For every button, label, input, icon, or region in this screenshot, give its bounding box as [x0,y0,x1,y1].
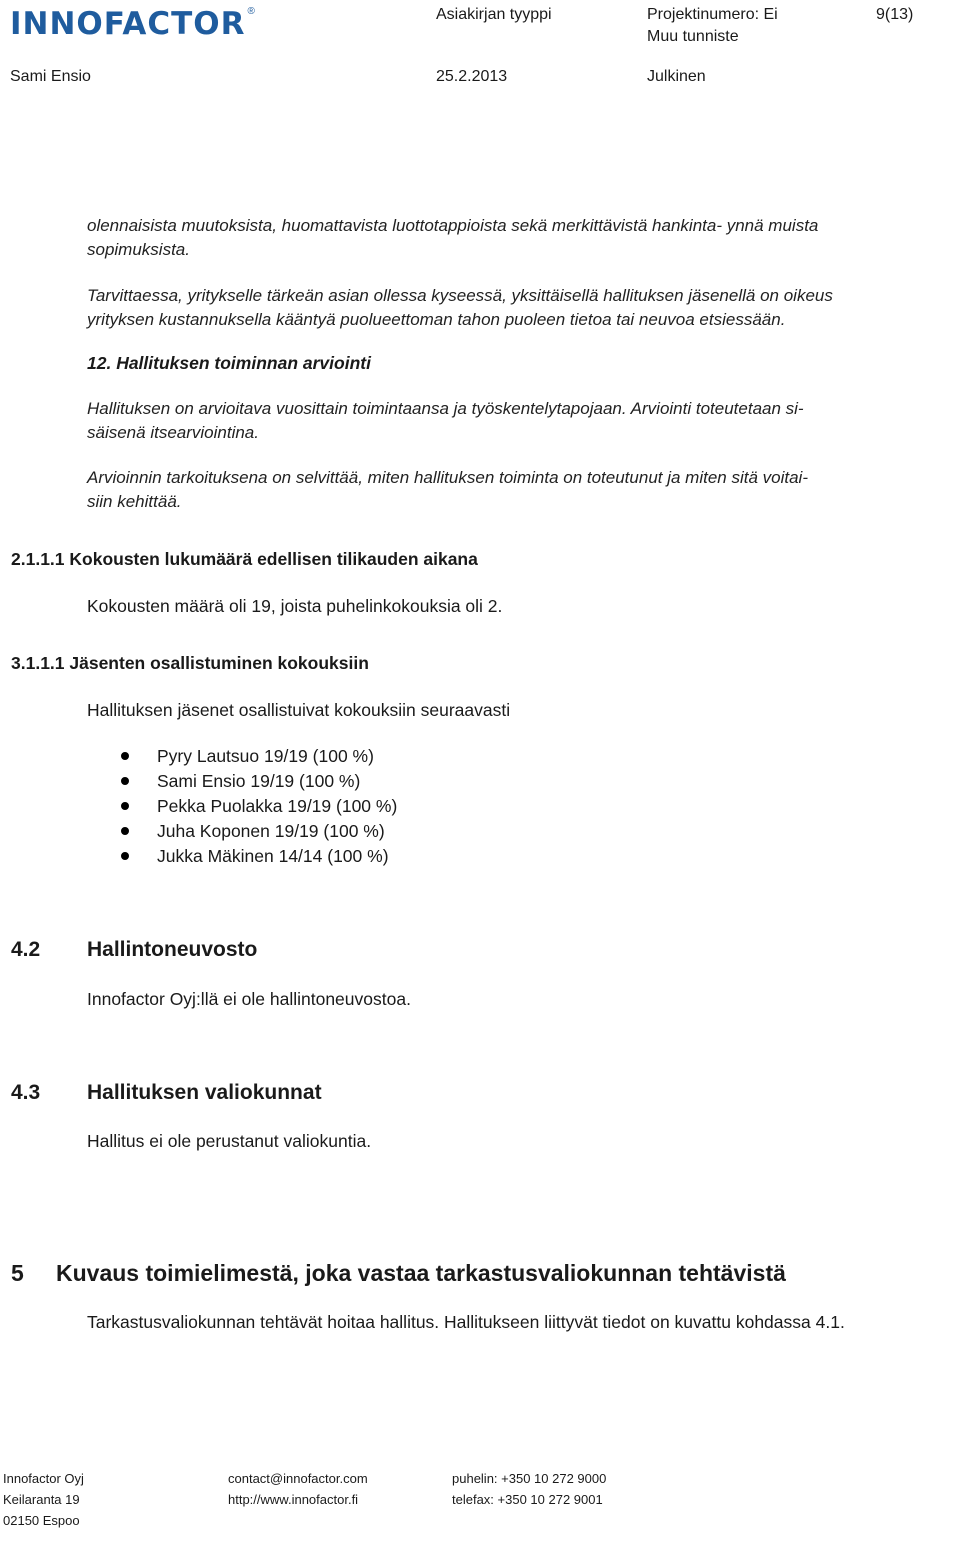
footer-phone: puhelin: +350 10 272 9000 [452,1471,607,1486]
paragraph-line: Hallituksen on arvioitava vuosittain toimintaansa ja työskentelytapojaan. Arviointi toteutetaan si- [87,399,804,418]
paragraph-line: säisenä itsearviointina. [87,423,259,442]
paragraph-line: yrityksen kustannuksella kääntyä puolueettoman tahon puoleen tietoa tai neuvoa etsiessään. [87,310,786,329]
section-number-5: 5 [11,1260,24,1286]
section-heading-2111: 2.1.1.1 Kokousten lukumäärä edellisen tilikauden aikana [11,549,478,569]
paragraph-text: Innofactor Oyj:llä ei ole hallintoneuvostoa. [87,989,411,1009]
section-title-43: Hallituksen valiokunnat [87,1081,322,1104]
registered-mark: ® [247,6,255,17]
logo-wordmark: INNOFACTOR [10,6,246,42]
paragraph-line: olennaisista muutoksista, huomattavista luottotappioista sekä merkittävistä hankinta- ynnä muista [87,216,819,235]
footer-web[interactable]: http://www.innofactor.fi [228,1492,359,1507]
paragraph-text: Tarkastusvaliokunnan tehtävät hoitaa hallitus. Hallitukseen liittyvät tiedot on kuvattu kohdassa 4.1. [87,1312,845,1332]
bullet-icon [121,852,129,860]
paragraph-line: Tarvittaessa, yritykselle tärkeän asian ollessa kyseessä, yksittäisellä hallituksen jäsenellä on oikeus [87,286,833,305]
bullet-icon [121,777,129,785]
footer-postal: 02150 Espoo [3,1513,80,1528]
footer-email[interactable]: contact@innofactor.com [228,1471,368,1486]
bullet-icon [121,827,129,835]
project-number: Projektinumero: Ei [647,6,778,23]
paragraph-text: Hallituksen jäsenet osallistuivat kokouksiin seuraavasti [87,700,511,720]
bullet-icon [121,802,129,810]
list-item-text: Sami Ensio 19/19 (100 %) [157,771,361,791]
list-item-text: Pekka Puolakka 19/19 (100 %) [157,796,398,816]
bullet-icon [121,752,129,760]
section-title-5: Kuvaus toimielimestä, joka vastaa tarkastusvaliokunnan tehtävistä [56,1260,786,1286]
paragraph-text: Kokousten määrä oli 19, joista puhelinkokouksia oli 2. [87,596,503,616]
paragraph-line: siin kehittää. [87,492,182,511]
other-identifier: Muu tunniste [647,28,739,45]
paragraph-line: sopimuksista. [87,240,190,259]
footer-street: Keilaranta 19 [3,1492,80,1507]
classification: Julkinen [647,68,706,85]
footer-company: Innofactor Oyj [3,1471,84,1486]
innofactor-logo [10,6,255,42]
list-item-text: Juha Koponen 19/19 (100 %) [157,821,385,841]
section-number-42: 4.2 [11,938,41,961]
footer-fax: telefax: +350 10 272 9001 [452,1492,603,1507]
paragraph-text: Hallitus ei ole perustanut valiokuntia. [87,1131,372,1151]
section-title-42: Hallintoneuvosto [87,938,258,961]
list-item-text: Pyry Lautsuo 19/19 (100 %) [157,746,374,766]
paragraph-line: Arvioinnin tarkoituksena on selvittää, miten hallituksen toiminta on toteutunut ja miten sitä voitai- [87,468,808,487]
section-number-43: 4.3 [11,1081,41,1104]
author: Sami Ensio [10,68,91,85]
doc-type: Asiakirjan tyyppi [436,6,552,23]
list-item-text: Jukka Mäkinen 14/14 (100 %) [157,846,389,866]
page-number: 9(13) [876,6,914,23]
date: 25.2.2013 [436,68,508,85]
section-heading-12: 12. Hallituksen toiminnan arviointi [87,353,371,373]
section-heading-3111: 3.1.1.1 Jäsenten osallistuminen kokouksiin [11,653,369,673]
